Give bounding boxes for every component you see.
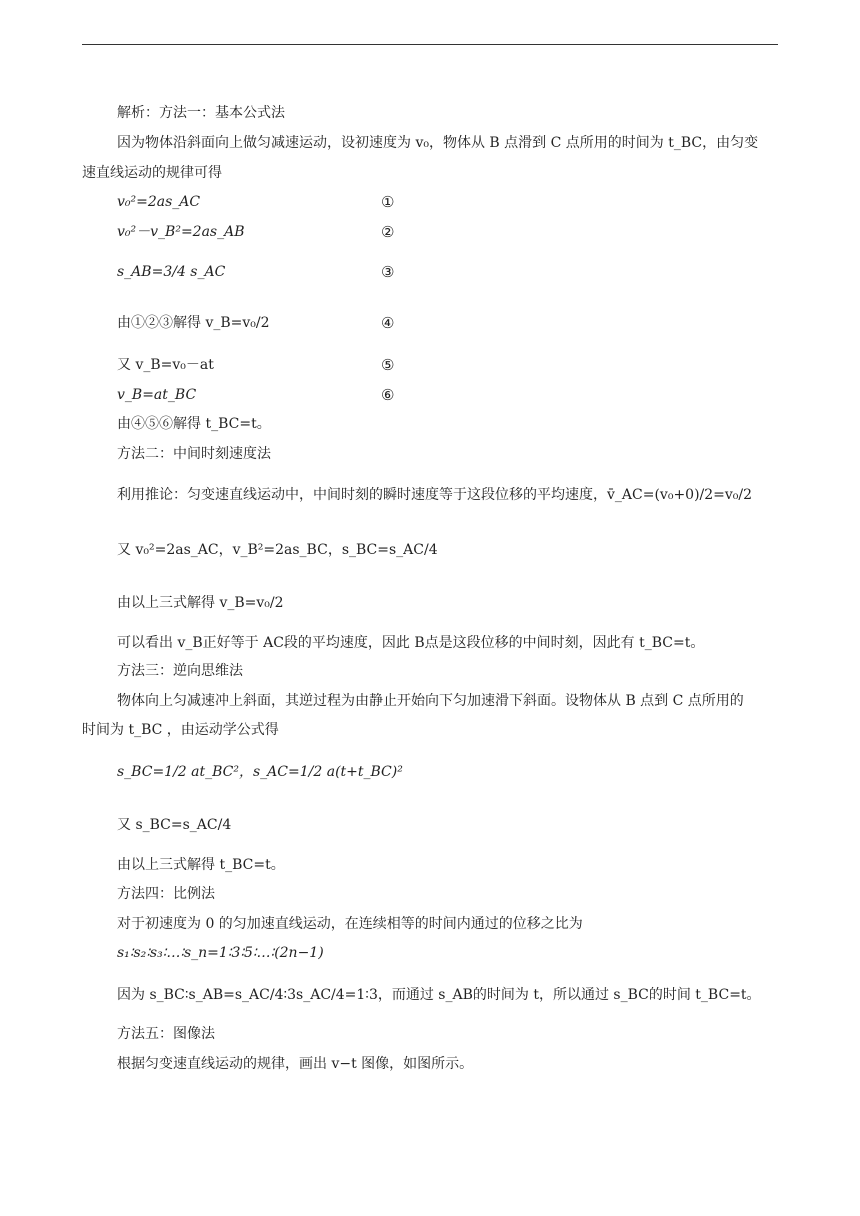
header-rule [82, 44, 778, 45]
method-5-text-a: 根据匀变速直线运动的规律，画出 v−t 图像，如图所示。 [117, 1056, 474, 1072]
heading: 解析：方法一：基本公式法 [117, 105, 285, 121]
equation-6: v_B=at_BC [117, 387, 197, 403]
result-1: 由④⑤⑥解得 t_BC=t。 [117, 416, 271, 432]
method-2-text-a: 利用推论：匀变速直线运动中，中间时刻的瞬时速度等于这段位移的平均速度，v̄_AC=(v₀+0)/2=v₀/2 [117, 487, 753, 503]
equation-5-number: ⑤ [381, 356, 395, 374]
equation-3-number: ③ [381, 263, 395, 281]
method-3-heading: 方法三：逆向思维法 [117, 663, 243, 679]
paragraph-1b: 速直线运动的规律可得 [82, 165, 222, 181]
equation-1: v₀²=2as_AC [117, 194, 201, 210]
method-4-text-a: 对于初速度为 0 的匀加速直线运动，在连续相等的时间内通过的位移之比为 [117, 916, 583, 932]
method-4-heading: 方法四：比例法 [117, 886, 215, 902]
equation-2: v₀²－v_B²=2as_AB [117, 224, 245, 240]
equation-6-number: ⑥ [381, 386, 395, 404]
method-4-text-b: s₁∶s₂∶s₃∶…∶s_n=1∶3∶5∶…∶(2n−1) [117, 945, 324, 961]
equation-4-number: ④ [381, 314, 395, 332]
method-3-text-b: 时间为 t_BC ，由运动学公式得 [82, 722, 279, 738]
method-3-text-d: 又 s_BC=s_AC/4 [117, 817, 232, 833]
method-5-heading: 方法五：图像法 [117, 1026, 215, 1042]
equation-3: s_AB=3/4 s_AC [117, 264, 226, 280]
method-2-text-d: 可以看出 v_B正好等于 AC段的平均速度，因此 B点是这段位移的中间时刻，因此有 t_BC=t。 [117, 635, 705, 651]
equation-1-number: ① [381, 193, 395, 211]
method-2-heading: 方法二：中间时刻速度法 [117, 446, 271, 462]
method-3-text-a: 物体向上匀减速冲上斜面，其逆过程为由静止开始向下匀加速滑下斜面。设物体从 B 点到 C 点所用的 [117, 693, 744, 709]
method-2-text-c: 由以上三式解得 v_B=v₀/2 [117, 595, 284, 611]
method-3-text-c: s_BC=1/2 at_BC²，s_AC=1/2 a(t+t_BC)² [117, 764, 403, 780]
paragraph-1: 因为物体沿斜面向上做匀减速运动，设初速度为 v₀，物体从 B 点滑到 C 点所用的时间为 t_BC，由匀变 [117, 135, 759, 151]
equation-2-number: ② [381, 223, 395, 241]
method-4-text-c: 因为 s_BC∶s_AB=s_AC/4∶3s_AC/4=1∶3，而通过 s_AB的时间为 t，所以通过 s_BC的时间 t_BC=t。 [117, 987, 761, 1003]
equation-4: 由①②③解得 v_B=v₀/2 [117, 315, 270, 331]
method-2-text-b: 又 v₀²=2as_AC，v_B²=2as_BC，s_BC=s_AC/4 [117, 542, 438, 558]
equation-5: 又 v_B=v₀－at [117, 357, 214, 373]
method-3-text-e: 由以上三式解得 t_BC=t。 [117, 857, 285, 873]
